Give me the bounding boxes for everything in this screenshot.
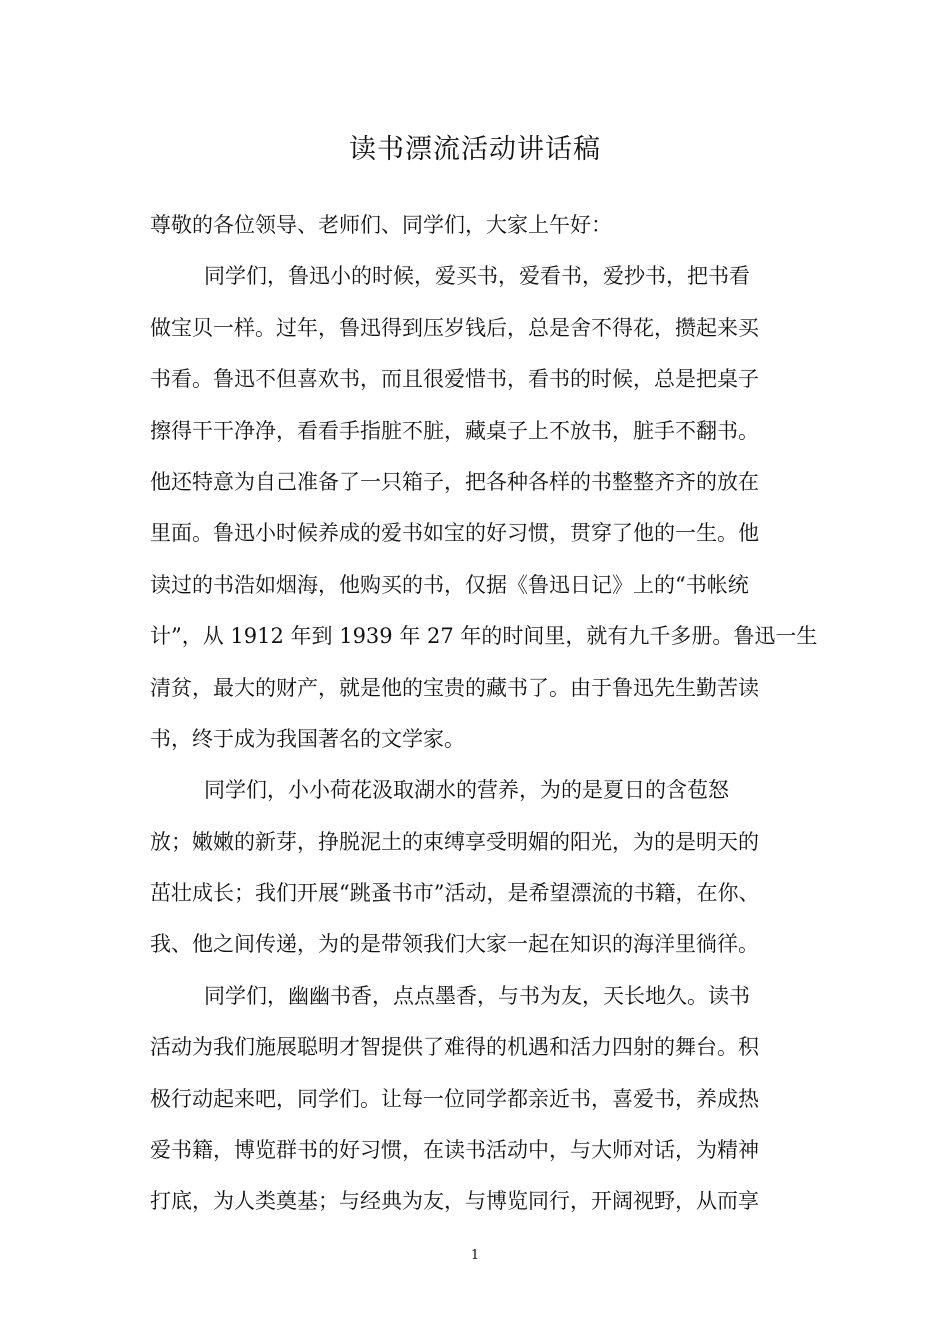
text-line: 极行动起来吧，同学们。让每一位同学都亲近书，喜爱书，养成热 bbox=[150, 1086, 759, 1111]
text-line: 茁壮成长；我们开展“跳蚤书市”活动，是希望漂流的书籍，在你、 bbox=[150, 881, 760, 906]
text-line: 里面。鲁迅小时候养成的爱书如宝的好习惯，贯穿了他的一生。他 bbox=[150, 521, 759, 546]
text-line: 清贫，最大的财产，就是他的宝贵的藏书了。由于鲁迅先生勤苦读 bbox=[150, 675, 759, 700]
text-line: 计”，从 1912 年到 1939 年 27 年的时间里，就有九千多册。鲁迅一生 bbox=[150, 624, 818, 649]
text-line: 他还特意为自己准备了一只箱子，把各种各样的书整整齐齐的放在 bbox=[150, 469, 759, 494]
speech-body bbox=[150, 200, 818, 1228]
text-line: 书看。鲁迅不但喜欢书，而且很爱惜书，看书的时候，总是把桌子 bbox=[150, 367, 759, 392]
text-line: 同学们，鲁迅小的时候，爱买书，爱看书，爱抄书，把书看 bbox=[204, 264, 750, 289]
text-line: 同学们，小小荷花汲取湖水的营养，为的是夏日的含苞怒 bbox=[204, 778, 729, 803]
text-line: 擦得干干净净，看看手指脏不脏，藏桌子上不放书，脏手不翻书。 bbox=[150, 418, 759, 443]
text-line: 放；嫩嫩的新芽，挣脱泥土的束缚享受明媚的阳光，为的是明天的 bbox=[150, 829, 759, 854]
text-line: 爱书籍，博览群书的好习惯，在读书活动中，与大师对话，为精神 bbox=[150, 1138, 759, 1163]
text-line: 活动为我们施展聪明才智提供了难得的机遇和活力四射的舞台。积 bbox=[150, 1035, 759, 1060]
text-line: 打底，为人类奠基；与经典为友，与博览同行，开阔视野，从而享 bbox=[150, 1189, 759, 1214]
text-line: 书，终于成为我国著名的文学家。 bbox=[150, 726, 465, 751]
page-number: 1 bbox=[470, 1248, 480, 1263]
text-line: 同学们，幽幽书香，点点墨香，与书为友，天长地久。读书 bbox=[204, 983, 750, 1008]
text-line: 读过的书浩如烟海，他购买的书，仅据《鲁迅日记》上的“书帐统 bbox=[150, 572, 749, 597]
text-line: 做宝贝一样。过年，鲁迅得到压岁钱后，总是舍不得花，攒起来买 bbox=[150, 315, 759, 340]
text-line: 我、他之间传递，为的是带领我们大家一起在知识的海洋里徜徉。 bbox=[150, 932, 759, 957]
text-line: 尊敬的各位领导、老师们、同学们，大家上午好： bbox=[150, 213, 612, 237]
page-title: 读书漂流活动讲话稿 bbox=[349, 134, 601, 165]
